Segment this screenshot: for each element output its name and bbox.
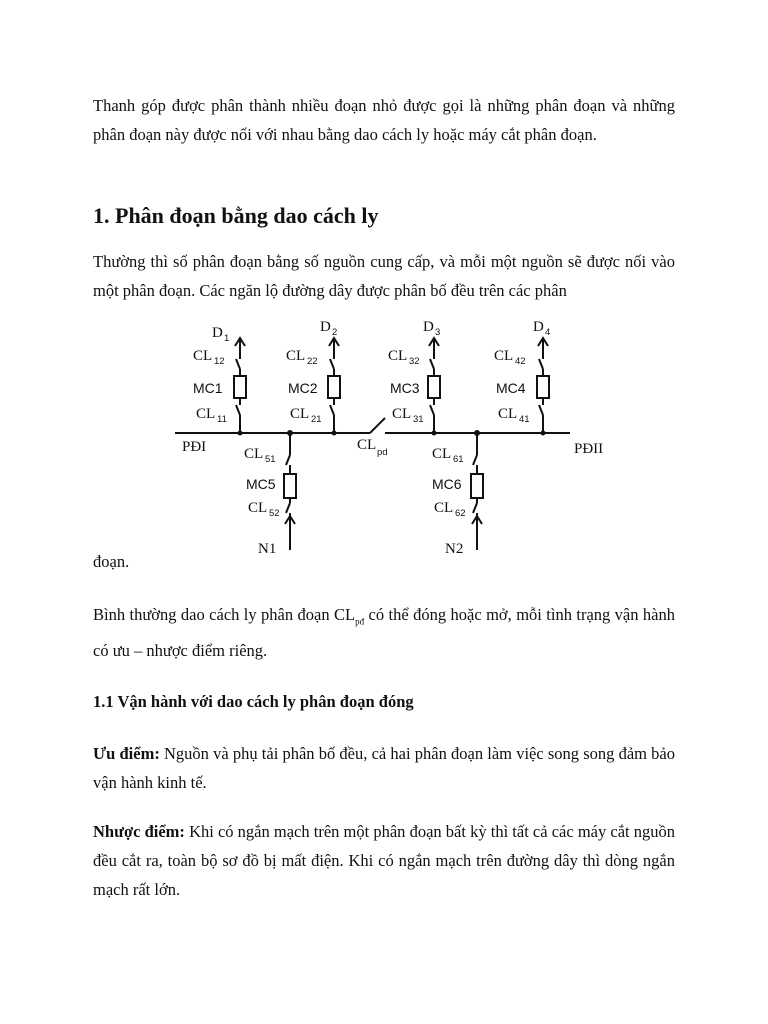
source-label: N2 (445, 541, 464, 557)
breaker-label: MC4 (496, 380, 526, 396)
source-label: N1 (258, 541, 277, 557)
switch-sub: 21 (311, 414, 322, 425)
switch-sub: 51 (265, 454, 276, 465)
source-1 (284, 433, 296, 550)
disadvantages-label: Nhược điểm: (93, 822, 185, 841)
switch-label: CL (248, 500, 268, 516)
switch-sub: 52 (269, 508, 280, 519)
continuation-text: đoạn. (93, 552, 130, 571)
load-label: D (423, 319, 434, 335)
switch-sub: 62 (455, 508, 466, 519)
normal-operation-paragraph (93, 600, 675, 665)
bus-left-label: PĐI (182, 439, 207, 455)
switch-sub: 31 (413, 414, 424, 425)
switch-sub: 32 (409, 356, 420, 367)
switch-sub: 41 (519, 414, 530, 425)
load-label: D (533, 319, 544, 335)
intro-paragraph: Thanh góp được phân thành nhiều đoạn nhỏ được gọi là những phân đoạn và những phân đoạn này được nối với nhau bằng dao cách ly hoặc máy cắt phân đoạn. (93, 96, 675, 144)
feeder-3 (428, 338, 440, 433)
feeder-2 (328, 338, 340, 433)
switch-label: CL (244, 446, 264, 462)
advantages-text: Nguồn và phụ tải phân bố đều, cả hai phân đoạn làm việc song song đảm bảo vận hành kinh tế. (93, 744, 675, 792)
breaker-label: MC3 (390, 380, 420, 396)
feeder-4 (537, 338, 549, 433)
advantages-paragraph (93, 739, 675, 797)
load-sub: 4 (545, 327, 551, 338)
advantages-label: Ưu điểm: (93, 744, 160, 763)
switch-sub: 11 (217, 414, 227, 425)
load-sub: 1 (224, 333, 230, 344)
switch-sub: 42 (515, 356, 526, 367)
section-1-paragraph: Thường thì số phân đoạn bằng số nguồn cung cấp, và mỗi một nguồn sẽ được nối vào một phân đoạn. Các ngăn lộ đường dây được phân bố đều trên các phân (93, 252, 675, 300)
switch-label: CL (286, 348, 306, 364)
switch-label: CL (196, 406, 216, 422)
load-sub: 2 (332, 327, 338, 338)
load-label: D (320, 319, 331, 335)
breaker-label: MC5 (246, 476, 276, 492)
breaker-label: MC1 (193, 380, 223, 396)
load-sub: 3 (435, 327, 441, 338)
breaker-label: MC6 (432, 476, 462, 492)
source-2 (471, 433, 483, 550)
switch-label: CL (432, 446, 452, 462)
bus-right-label: PĐII (574, 441, 604, 457)
load-label: D (212, 325, 223, 341)
normal-text-sub: pđ (355, 616, 365, 627)
switch-sub: 12 (214, 356, 225, 367)
switch-label: CL (193, 348, 213, 364)
switch-sub: 22 (307, 356, 318, 367)
section-1-heading: 1. Phân đoạn bằng dao cách ly (93, 203, 379, 228)
tie-switch-blade (370, 418, 385, 433)
switch-label: CL (290, 406, 310, 422)
disadvantages-text: Khi có ngắn mạch trên một phân đoạn bất kỳ thì tất cả các máy cắt nguồn đều cắt ra, toàn bộ sơ đồ bị mất điện. Khi có ngắn mạch trên đường dây thì dòng ngắn mạch rất lớn. (93, 822, 675, 899)
breaker-label: MC2 (288, 380, 318, 396)
disadvantages-paragraph (93, 817, 675, 904)
switch-label: CL (392, 406, 412, 422)
tie-switch-sub: pd (377, 447, 388, 458)
switch-sub: 61 (453, 454, 464, 465)
normal-text-post: có thể đóng hoặc mở, mỗi tình trạng vận hành có ưu – nhược điểm riêng. (93, 605, 675, 661)
normal-text-pre: Bình thường dao cách ly phân đoạn CL (93, 605, 356, 624)
switch-label: CL (498, 406, 518, 422)
feeder-1 (234, 338, 246, 433)
switch-label: CL (494, 348, 514, 364)
section-1-1-heading: 1.1 Vận hành với dao cách ly phân đoạn đóng (93, 692, 414, 711)
switch-label: CL (434, 500, 454, 516)
switch-label: CL (388, 348, 408, 364)
tie-switch-label: CL (357, 437, 377, 453)
